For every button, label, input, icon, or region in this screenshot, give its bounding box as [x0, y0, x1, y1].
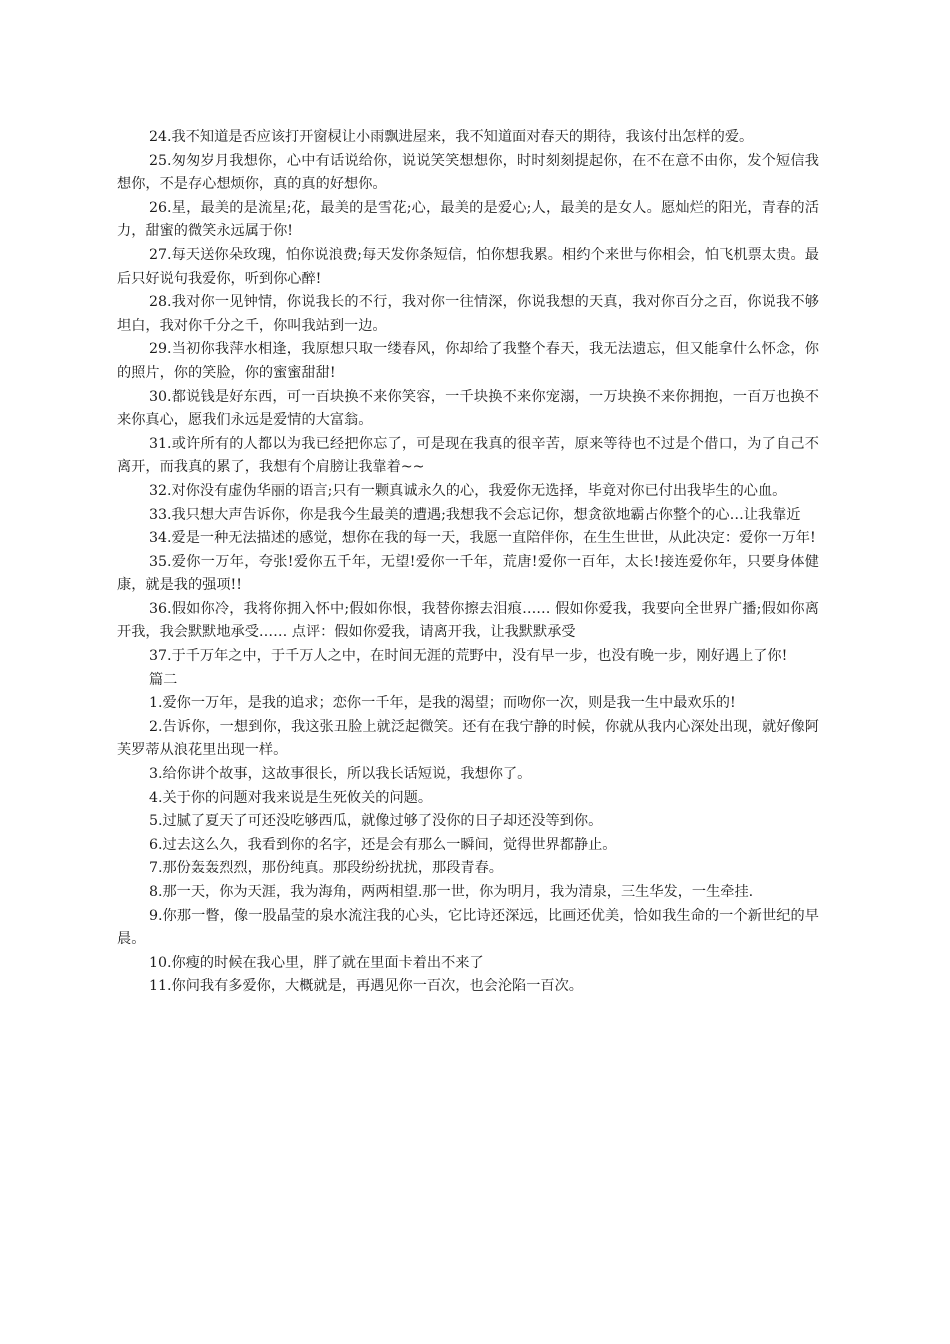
quote-25: 25.匆匆岁月我想你，心中有话说给你，说说笑笑想想你，时时刻刻提起你，在不在意不由你，发个短信我想你，不是存心想烦你，真的真的好想你。 [117, 152, 819, 193]
quote-6: 6.过去这么久，我看到你的名字，还是会有那么一瞬间，觉得世界都静止。 [148, 836, 617, 853]
quote-2: 2.告诉你，一想到你，我这张丑脸上就泛起微笑。还有在我宁静的时候，你就从我内心深处出现，就好像阿芙罗蒂从浪花里出现一样。 [117, 718, 819, 759]
quote-4: 4.关于你的问题对我来说是生死攸关的问题。 [148, 789, 433, 806]
quote-33: 33.我只想大声告诉你，你是我今生最美的遭遇;我想我不会忘记你，想贪欲地霸占你整个的心…让我靠近 [148, 506, 801, 523]
quote-7: 7.那份轰轰烈烈，那份纯真。那段纷纷扰扰，那段青春。 [148, 860, 503, 877]
quote-31: 31.或许所有的人都以为我已经把你忘了，可是现在我真的很辛苦，原来等待也不过是个借口，为了自己不离开，而我真的累了，我想有个肩膀让我靠着~~ [117, 435, 819, 476]
quote-36: 36.假如你冷，我将你拥入怀中;假如你恨，我替你擦去泪痕…… 假如你爱我，我要向全世界广播;假如你离开我，我会默默地承受…… 点评：假如你爱我，请离开我，让我默默承受 [117, 600, 819, 641]
quote-3: 3.给你讲个故事，这故事很长，所以我长话短说，我想你了。 [148, 766, 532, 783]
quote-1: 1.爱你一万年，是我的追求；恋你一千年，是我的渴望；而吻你一次，则是我一生中最欢乐的! [148, 695, 736, 712]
quote-24: 24.我不知道是否应该打开窗棂让小雨飘进屋来，我不知道面对春天的期待，我该付出怎样的爱。 [148, 129, 754, 145]
quote-5: 5.过腻了夏天了可还没吃够西瓜，就像过够了没你的日子却还没等到你。 [148, 813, 603, 830]
quote-35: 35.爱你一万年，夸张!爱你五千年，无望!爱你一千年，荒唐!爱你一百年，太长!接连爱你年，只要身体健康，就是我的强项!! [117, 553, 819, 594]
quote-28: 28.我对你一见钟情，你说我长的不行，我对你一往情深，你说我想的天真，我对你百分之百，你说我不够坦白，我对你千分之千，你叫我站到一边。 [117, 294, 819, 334]
quote-10: 10.你瘦的时候在我心里，胖了就在里面卡着出不来了 [148, 954, 484, 971]
quote-26: 26.星，最美的是流星;花，最美的是雪花;心，最美的是爱心;人，最美的是女人。愿灿烂的阳光，青春的活力，甜蜜的微笑永远属于你! [117, 199, 819, 240]
section-heading: 篇二 [148, 671, 178, 688]
quote-34: 34.爱是一种无法描述的感觉，想你在我的每一天，我愿一直陪伴你，在生生世世，从此决定：爱你一万年! [148, 530, 816, 547]
quote-30: 30.都说钱是好东西，可一百块换不来你笑容，一千块换不来你宠溺，一万块换不来你拥抱，一百万也换不来你真心，愿我们永远是爱情的大富翁。 [117, 388, 819, 429]
quote-29: 29.当初你我萍水相逢，我原想只取一缕春风，你却给了我整个春天，我无法遗忘，但又能拿什么怀念，你的照片，你的笑脸，你的蜜蜜甜甜! [117, 341, 819, 381]
quote-37: 37.于千万年之中，于千万人之中，在时间无涯的荒野中，没有早一步，也没有晚一步，刚好遇上了你! [148, 648, 788, 665]
quote-list-part-1 [117, 126, 819, 669]
quote-9: 9.你那一瞥，像一股晶莹的泉水流注我的心头，它比诗还深远，比画还优美，恰如我生命的一个新世纪的早晨。 [117, 907, 819, 948]
document-page [117, 126, 819, 999]
quote-8: 8.那一天，你为天涯，我为海角，两两相望.那一世，你为明月，我为清泉，三生华发，一生牵挂. [148, 884, 754, 900]
quote-32: 32.对你没有虚伪华丽的语言;只有一颗真诚永久的心，我爱你无选择，毕竟对你已付出我毕生的心血。 [148, 482, 787, 499]
quote-27: 27.每天送你朵玫瑰，怕你说浪费;每天发你条短信，怕你想我累。相约个来世与你相会，怕飞机票太贵。最后只好说句我爱你，听到你心醉! [117, 246, 819, 287]
quote-list-part-2 [117, 692, 819, 999]
quote-11: 11.你问我有多爱你，大概就是，再遇见你一百次，也会沦陷一百次。 [148, 978, 583, 995]
